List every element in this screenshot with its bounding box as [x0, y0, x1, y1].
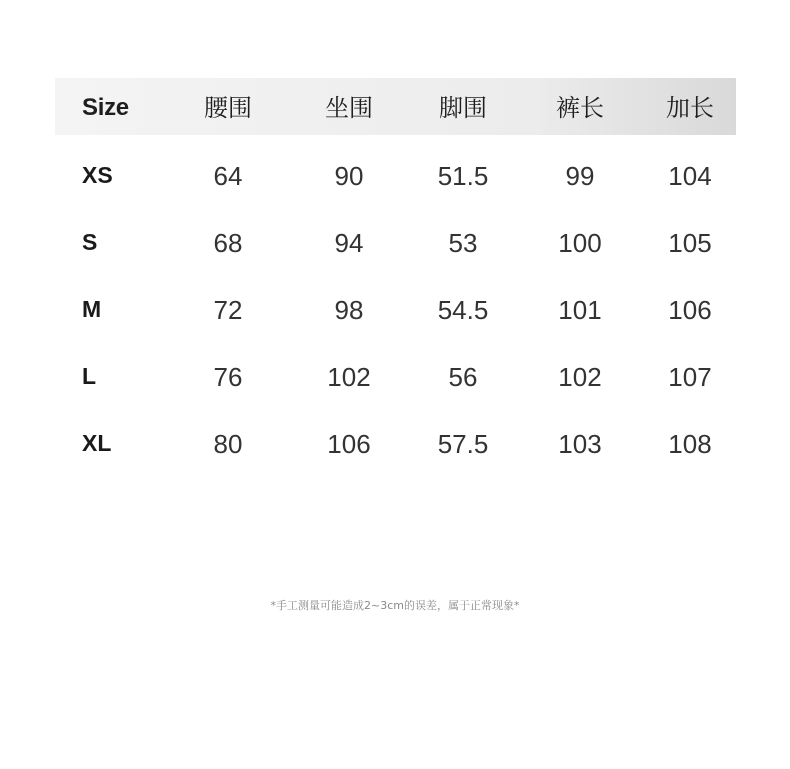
table-cell: 76 — [213, 362, 243, 392]
table-cell: 68 — [213, 228, 243, 258]
size-label: XL — [82, 430, 112, 456]
table-cell: 104 — [668, 161, 712, 191]
table-cell: 102 — [558, 362, 602, 392]
measurement-footnote: *手工测量可能造成2~3cm的误差，属于正常现象* — [270, 599, 520, 612]
size-label: M — [82, 296, 102, 322]
size-label: XS — [82, 162, 113, 188]
header-extended-length: 加长 — [666, 94, 714, 122]
header-waist: 腰围 — [204, 94, 252, 122]
table-cell: 94 — [334, 228, 364, 258]
header-size: Size — [82, 94, 129, 121]
table-cell: 98 — [334, 295, 364, 325]
table-cell: 108 — [668, 429, 712, 459]
table-cell: 103 — [558, 429, 602, 459]
size-label: S — [82, 229, 98, 255]
table-cell: 100 — [558, 228, 602, 258]
table-cell: 106 — [668, 295, 712, 325]
table-cell: 107 — [668, 362, 712, 392]
header-hip: 坐围 — [325, 94, 373, 122]
table-cell: 106 — [327, 429, 371, 459]
size-label: L — [82, 363, 97, 389]
table-cell: 90 — [334, 161, 364, 191]
table-cell: 64 — [213, 161, 243, 191]
table-cell: 53 — [448, 228, 478, 258]
table-cell: 56 — [448, 362, 478, 392]
header-length: 裤长 — [556, 94, 604, 122]
table-cell: 105 — [668, 228, 712, 258]
table-cell: 80 — [213, 429, 243, 459]
table-cell: 99 — [565, 161, 595, 191]
header-hem: 脚围 — [439, 94, 487, 122]
table-cell: 54.5 — [437, 295, 489, 325]
table-cell: 102 — [327, 362, 371, 392]
table-cell: 57.5 — [437, 429, 489, 459]
table-cell: 72 — [213, 295, 243, 325]
table-header-bar — [55, 78, 736, 135]
table-cell: 101 — [558, 295, 602, 325]
table-cell: 51.5 — [437, 161, 489, 191]
